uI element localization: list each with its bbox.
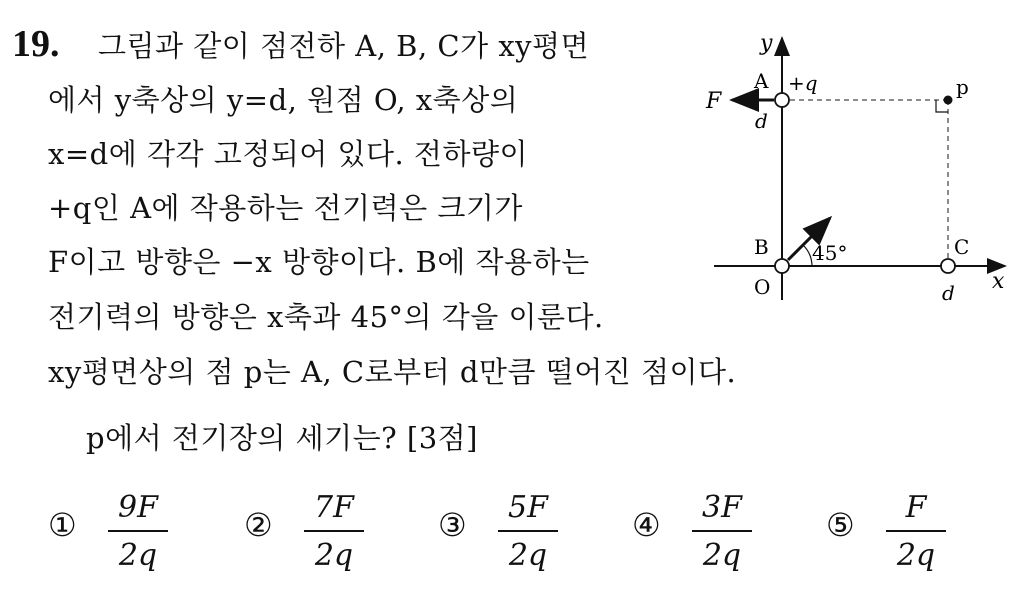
choice-5-denominator: 2q: [896, 538, 936, 573]
choice-3-numerator: 5F: [508, 490, 548, 525]
choice-1-numerator: 9F: [118, 490, 158, 525]
choice-2-fraction: [304, 488, 364, 576]
choice-4-marker: ④: [632, 506, 661, 544]
choice-3-fraction: [498, 488, 558, 576]
choice-1-marker: ①: [48, 506, 77, 544]
fraction-bar: [886, 530, 946, 532]
choice-4-numerator: 3F: [702, 490, 742, 525]
problem-number: 19.: [12, 23, 60, 65]
question-text: p에서 전기장의 세기는? [3점]: [86, 421, 478, 455]
choice-2-denominator: 2q: [314, 538, 354, 573]
choice-2-marker: ②: [244, 506, 273, 544]
angle-arc: [803, 245, 812, 266]
label-d-y: d: [755, 109, 768, 133]
charge-a-value: +q: [788, 71, 818, 95]
charge-c: [941, 259, 955, 273]
label-p: p: [956, 75, 969, 99]
choice-3-marker: ③: [438, 506, 467, 544]
y-axis-label: y: [760, 31, 773, 56]
fraction-bar: [692, 530, 752, 532]
stem-line-7: xy평면상의 점 p는 A, C로부터 d만큼 떨어진 점이다.: [48, 355, 737, 389]
fraction-bar: [108, 530, 168, 532]
angle-label: 45°: [812, 241, 848, 265]
charge-a: [775, 93, 789, 107]
label-a: A: [754, 69, 769, 93]
stem-line-3: x=d에 각각 고정되어 있다. 전하량이: [48, 137, 528, 171]
fraction-bar: [498, 530, 558, 532]
choice-3-denominator: 2q: [508, 538, 548, 573]
choice-5-numerator: F: [905, 490, 927, 525]
charge-b: [775, 259, 789, 273]
label-d-x: d: [942, 281, 955, 305]
label-b: B: [754, 235, 769, 259]
stem-line-4: +q인 A에 작용하는 전기력은 크기가: [48, 191, 523, 225]
stem-line-2: 에서 y축상의 y=d, 원점 O, x축상의: [48, 83, 519, 117]
choice-1-fraction: [108, 488, 168, 576]
choice-2-numerator: 7F: [314, 490, 354, 525]
charge-diagram: [700, 28, 1020, 318]
choice-5-marker: ⑤: [826, 506, 855, 544]
point-p: [944, 96, 953, 105]
stem-line-6: 전기력의 방향은 x축과 45°의 각을 이룬다.: [48, 300, 604, 334]
choice-5-fraction: [886, 488, 946, 576]
x-axis-label: x: [992, 269, 1005, 294]
choice-1-denominator: 2q: [118, 538, 158, 573]
choice-4-denominator: 2q: [702, 538, 742, 573]
label-o: O: [754, 275, 771, 299]
label-c: C: [954, 235, 970, 259]
fraction-bar: [304, 530, 364, 532]
choice-4-fraction: [692, 488, 752, 576]
label-f: F: [706, 89, 722, 114]
stem-line-5: F이고 방향은 −x 방향이다. B에 작용하는: [48, 245, 590, 279]
stem-line-1: 그림과 같이 점전하 A, B, C가 xy평면: [98, 29, 590, 63]
